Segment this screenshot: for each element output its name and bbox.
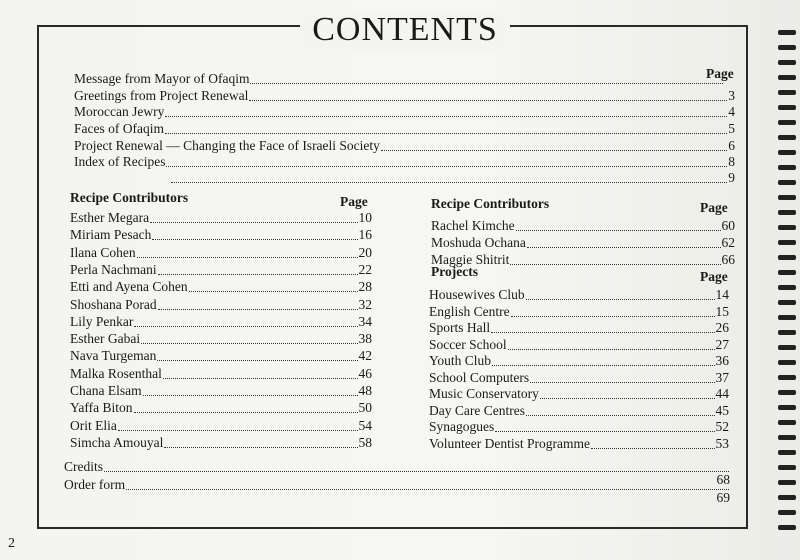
leader-dots xyxy=(540,389,715,399)
leader-dots xyxy=(134,317,357,327)
contributor-entry-label: Yaffa Biton xyxy=(70,400,133,416)
leader-dots xyxy=(250,74,273,84)
project-entry[interactable] xyxy=(429,436,729,452)
contributor-entry-label: Malka Rosenthal xyxy=(70,365,162,381)
leader-dots xyxy=(166,157,727,167)
toc-entry[interactable] xyxy=(74,88,735,104)
contributor-entry-label: Nava Turgeman xyxy=(70,348,157,364)
contributor-entry-page: 38 xyxy=(358,331,372,347)
page-number: 2 xyxy=(8,536,15,551)
binding-ring xyxy=(778,75,796,80)
binding-ring xyxy=(778,435,796,440)
toc-entry-page: 3 xyxy=(728,88,735,103)
contributor-entry[interactable] xyxy=(70,245,372,261)
binding-ring xyxy=(778,240,796,245)
toc-entry-page: 4 xyxy=(728,104,735,119)
left-column-header: Recipe Contributors xyxy=(70,190,189,205)
top-page-header: Page xyxy=(706,66,734,81)
toc-entry-page: 6 xyxy=(728,138,735,153)
binding-ring xyxy=(778,360,796,365)
contributor-entry-label: Orit Elia xyxy=(70,417,117,433)
right-column-page-header: Page xyxy=(700,200,728,215)
toc-entry-label: Message from Mayor of Ofaqim xyxy=(74,71,250,86)
project-entry-page: 37 xyxy=(715,369,729,385)
spacer xyxy=(65,494,716,503)
binding-ring xyxy=(778,495,796,500)
contributor-entry[interactable] xyxy=(70,297,372,313)
toc-entry-order-form-page xyxy=(64,490,730,506)
contributor-entry-label: Esther Gabai xyxy=(70,331,141,347)
binding-ring xyxy=(778,270,796,275)
contributor-entry-page: 32 xyxy=(358,296,372,312)
contributor-entry-page: 20 xyxy=(358,244,372,260)
leader-dots xyxy=(511,307,715,317)
contributor-entry-label: Ilana Cohen xyxy=(70,244,136,260)
contributor-entry-page: 54 xyxy=(358,417,372,433)
contributor-entry-page: 22 xyxy=(358,261,372,277)
project-entry-page: 36 xyxy=(715,353,729,368)
toc-entry-page: 69 xyxy=(716,490,730,505)
leader-dots xyxy=(158,265,358,275)
contributor-entry[interactable] xyxy=(70,262,372,278)
project-entry-page: 45 xyxy=(715,402,729,418)
project-entry-page: 27 xyxy=(715,336,729,352)
leader-dots xyxy=(163,369,358,379)
binding-ring xyxy=(778,405,796,410)
binding-ring xyxy=(778,180,796,185)
toc-entry[interactable] xyxy=(74,154,735,170)
leader-dots xyxy=(510,255,720,265)
binding-ring xyxy=(778,255,796,260)
leader-dots xyxy=(164,438,357,448)
leader-dots xyxy=(165,124,727,134)
toc-entry-label: Project Renewal — Changing the Face of Israeli Society xyxy=(74,138,380,153)
binding-ring xyxy=(778,345,796,350)
project-entry-label: Music Conservatory xyxy=(429,386,539,401)
binding-ring xyxy=(778,120,796,125)
leader-dots xyxy=(165,107,727,117)
project-entry-page: 15 xyxy=(715,303,729,319)
contributor-entry-label: Shoshana Porad xyxy=(70,296,157,312)
binding-ring xyxy=(778,105,796,110)
leader-dots xyxy=(118,421,358,431)
contributor-entry[interactable] xyxy=(70,418,372,434)
contributor-entry[interactable] xyxy=(70,383,372,399)
binding-ring xyxy=(778,390,796,395)
leader-dots xyxy=(141,334,357,344)
leader-dots xyxy=(591,439,715,449)
project-entry[interactable] xyxy=(429,304,729,320)
project-entry-page: 26 xyxy=(715,320,729,335)
toc-entry-label: Moroccan Jewry xyxy=(74,104,165,119)
contributor-entry-page: 62 xyxy=(721,235,735,250)
title-wrap xyxy=(300,10,510,50)
toc-entry-page: 68 xyxy=(716,472,730,487)
contributor-entry-label: Perla Nachmani xyxy=(70,261,157,277)
contributor-entry[interactable] xyxy=(70,348,372,364)
contributor-entry-page: 10 xyxy=(358,210,372,225)
binding-ring xyxy=(778,450,796,455)
contributor-entry[interactable] xyxy=(70,400,372,416)
toc-entry[interactable] xyxy=(74,138,735,154)
contributor-entry-label: Miriam Pesach xyxy=(70,227,152,243)
leader-dots xyxy=(492,356,714,366)
project-entry-label: Soccer School xyxy=(429,336,507,352)
project-entry[interactable] xyxy=(429,287,729,303)
binding-ring xyxy=(778,300,796,305)
project-entry[interactable] xyxy=(429,386,729,402)
project-entry-page: 52 xyxy=(715,419,729,434)
leader-dots xyxy=(158,300,358,310)
contributor-entry-label: Esther Megara xyxy=(70,210,150,225)
contributor-entry-page: 42 xyxy=(358,348,372,364)
binding-ring xyxy=(778,420,796,425)
leader-dots xyxy=(126,480,729,490)
project-entry-page: 44 xyxy=(715,386,729,401)
binding-ring xyxy=(778,30,796,35)
project-entry-label: Day Care Centres xyxy=(429,402,525,418)
project-entry[interactable] xyxy=(429,353,729,369)
leader-dots xyxy=(152,230,357,240)
toc-entry[interactable] xyxy=(74,71,274,87)
contributor-entry[interactable] xyxy=(70,331,372,347)
leader-dots xyxy=(137,248,358,258)
binding-ring xyxy=(778,165,796,170)
leader-dots xyxy=(249,91,727,101)
contributor-entry-page: 58 xyxy=(358,434,372,450)
leader-dots xyxy=(171,173,727,183)
binding-ring xyxy=(778,315,796,320)
project-entry-page: 14 xyxy=(715,287,729,302)
contributor-entry[interactable] xyxy=(70,210,372,226)
project-entry[interactable] xyxy=(429,419,729,435)
binding-ring xyxy=(778,60,796,65)
page-title: CONTENTS xyxy=(312,11,498,48)
projects-page-header: Page xyxy=(700,269,728,284)
contributor-entry-page: 46 xyxy=(358,365,372,381)
contributor-entry-label: Lily Penkar xyxy=(70,313,134,329)
project-entry[interactable] xyxy=(429,403,729,419)
leader-dots xyxy=(526,406,715,416)
project-entry-label: Sports Hall xyxy=(429,320,491,335)
contributor-entry[interactable] xyxy=(70,366,372,382)
toc-entry[interactable] xyxy=(74,104,735,120)
binding-ring xyxy=(778,135,796,140)
right-column-header: Recipe Contributors xyxy=(431,196,550,211)
toc-entry[interactable] xyxy=(74,121,735,137)
leader-dots xyxy=(134,403,358,413)
contributor-entry-page: 48 xyxy=(358,383,372,398)
contributor-entry-label: Moshuda Ochana xyxy=(431,235,526,250)
binding-ring xyxy=(778,465,796,470)
binding-ring xyxy=(778,480,796,485)
contributor-entry[interactable] xyxy=(70,435,372,451)
binding-ring xyxy=(778,510,796,515)
toc-entry-label: Order form xyxy=(64,477,126,492)
project-entry-label: Youth Club xyxy=(429,353,492,368)
contributor-entry-label: Maggie Shitrit xyxy=(431,252,510,267)
leader-dots xyxy=(104,462,729,472)
contributor-entry[interactable] xyxy=(70,314,372,330)
leader-dots xyxy=(530,373,714,383)
binding-ring xyxy=(778,195,796,200)
left-column-page-header: Page xyxy=(340,194,368,209)
leader-dots xyxy=(150,213,357,223)
contributor-entry[interactable] xyxy=(431,218,735,234)
binding-ring xyxy=(778,45,796,50)
leader-dots xyxy=(143,386,358,396)
leader-dots xyxy=(381,141,727,151)
leader-dots xyxy=(526,290,715,300)
project-entry-page: 53 xyxy=(715,435,729,451)
binding-ring xyxy=(778,90,796,95)
contributor-entry[interactable] xyxy=(431,235,735,251)
binding-ring xyxy=(778,330,796,335)
binding-ring xyxy=(778,525,796,530)
spiral-binding xyxy=(772,30,800,550)
leader-dots xyxy=(495,422,714,432)
project-entry-label: School Computers xyxy=(429,369,530,385)
project-entry-label: Synagogues xyxy=(429,419,495,434)
contributor-entry-page: 66 xyxy=(721,252,735,267)
contributor-entry[interactable] xyxy=(70,227,372,243)
contributor-entry-page: 50 xyxy=(358,400,372,416)
leader-dots xyxy=(157,351,357,361)
projects-header: Projects xyxy=(431,264,478,279)
contributor-entry-page: 60 xyxy=(721,218,735,233)
contributor-entry-page: 28 xyxy=(358,279,372,295)
toc-entry-page: 9 xyxy=(728,170,735,185)
contributor-entry-page: 16 xyxy=(358,227,372,243)
toc-entry-label: Faces of Ofaqim xyxy=(74,121,164,136)
leader-dots xyxy=(516,221,721,231)
project-entry[interactable] xyxy=(429,337,729,353)
binding-ring xyxy=(778,225,796,230)
binding-ring xyxy=(778,210,796,215)
contributor-entry-label: Chana Elsam xyxy=(70,383,142,398)
toc-entry[interactable] xyxy=(170,170,735,186)
project-entry-label: Housewives Club xyxy=(429,287,525,302)
toc-entry-label: Index of Recipes xyxy=(74,154,166,169)
toc-entry-label: Credits xyxy=(64,459,103,474)
project-entry[interactable] xyxy=(429,320,729,336)
contributor-entry[interactable] xyxy=(70,279,372,295)
project-entry-label: English Centre xyxy=(429,303,510,319)
toc-entry-page: 8 xyxy=(728,154,735,169)
contributor-entry-label: Simcha Amouyal xyxy=(70,434,164,450)
binding-ring xyxy=(778,375,796,380)
binding-ring xyxy=(778,150,796,155)
project-entry[interactable] xyxy=(429,370,729,386)
toc-entry-label: Greetings from Project Renewal xyxy=(74,88,249,103)
project-entry-label: Volunteer Dentist Programme xyxy=(429,435,590,451)
contributor-entry-label: Rachel Kimche xyxy=(431,218,515,233)
leader-dots xyxy=(189,282,358,292)
leader-dots xyxy=(491,323,714,333)
toc-entry-page: 5 xyxy=(728,121,735,136)
contributor-entry-label: Etti and Ayena Cohen xyxy=(70,279,188,295)
binding-ring xyxy=(778,285,796,290)
contributor-entry-page: 34 xyxy=(358,313,372,329)
leader-dots xyxy=(508,340,715,350)
leader-dots xyxy=(527,238,721,248)
